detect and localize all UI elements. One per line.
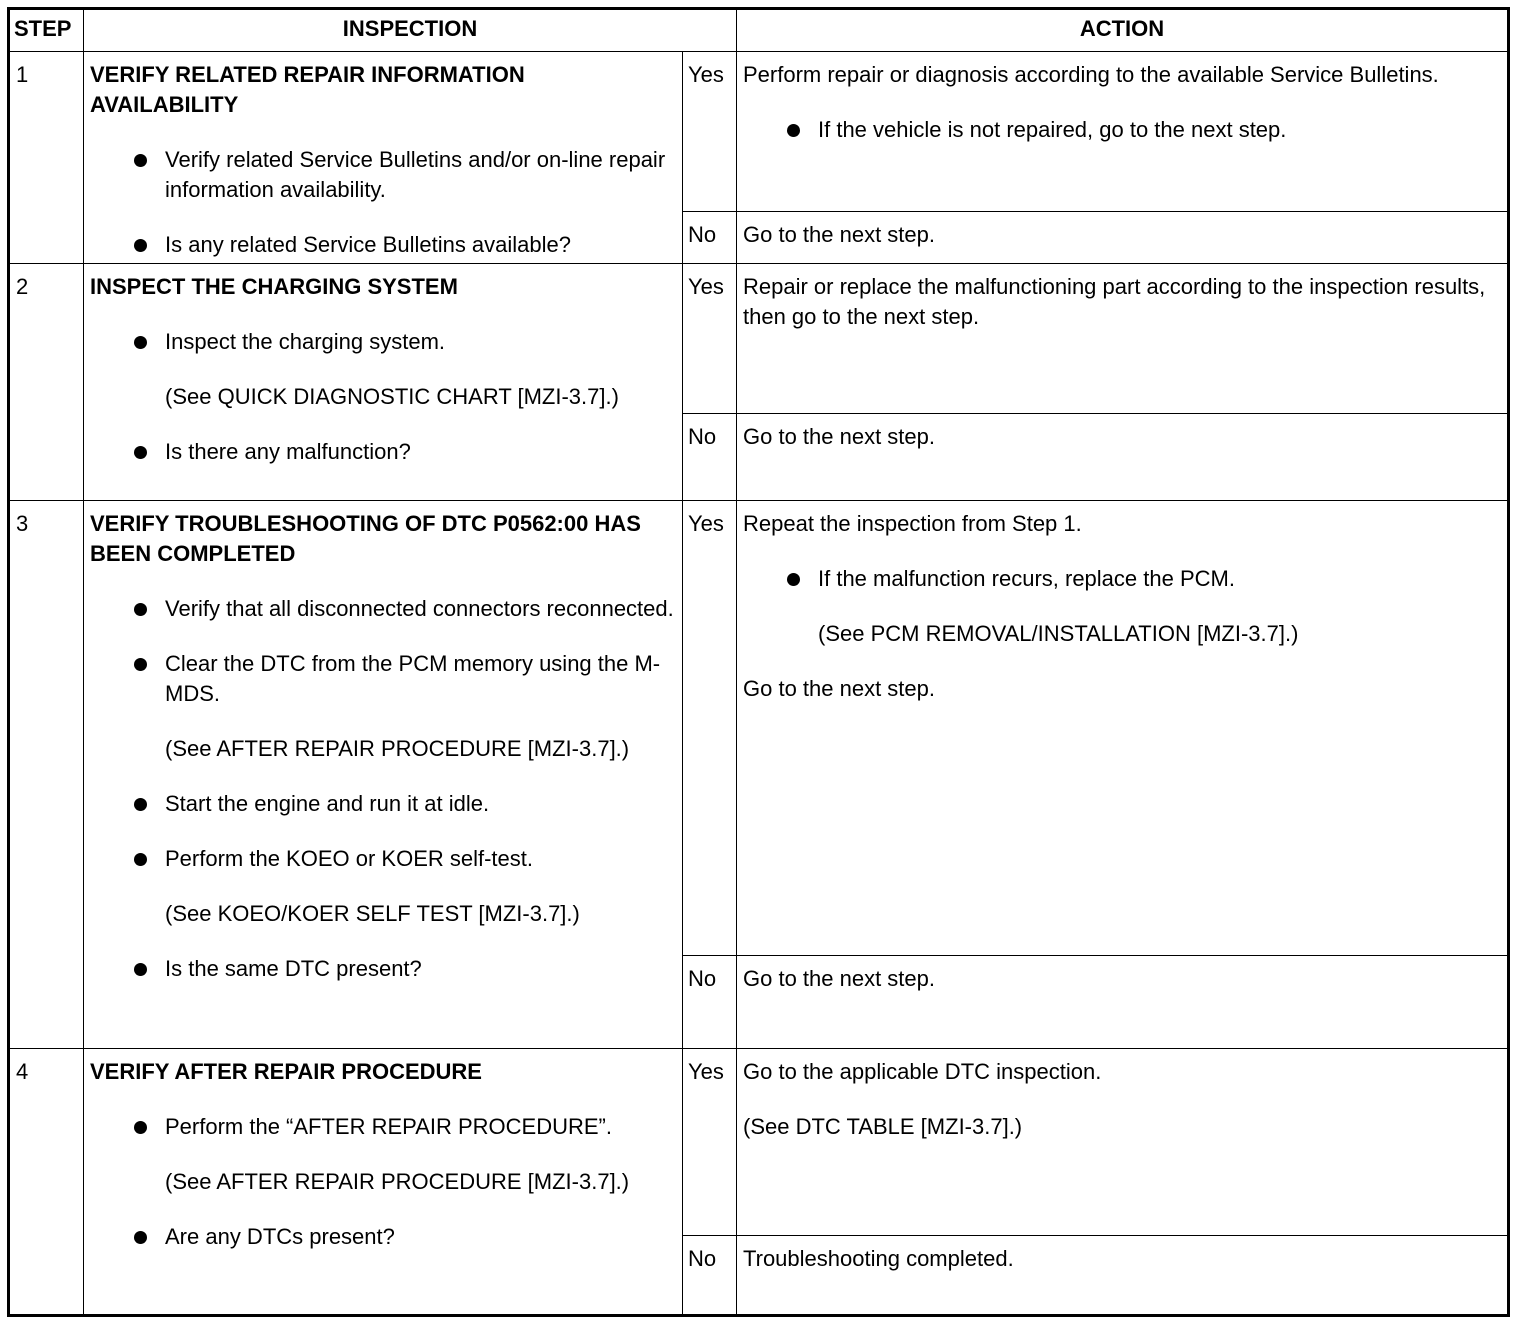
no-action <box>737 414 1509 501</box>
reference-note: (See QUICK DIAGNOSTIC CHART [MZI-3.7].) <box>165 384 619 409</box>
troubleshooting-table <box>7 7 1510 1317</box>
action-text: Go to the next step. <box>743 424 936 449</box>
action-text: Go to the next step. <box>743 222 936 247</box>
action-text: Repair or replace the malfunctioning part according to the inspection results, then go to the next step. <box>743 274 1486 329</box>
bullet-item: Verify that all disconnected connectors reconnected. <box>90 594 676 624</box>
bullet-item: If the malfunction recurs, replace the PCM. <box>743 564 1501 594</box>
yes-label: Yes <box>683 264 737 414</box>
inspection-title: VERIFY TROUBLESHOOTING OF DTC P0562:00 HAS BEEN COMPLETED <box>90 511 641 566</box>
yes-action <box>737 52 1509 212</box>
bullet-item: Verify related Service Bulletins and/or on-line repair information availability. <box>90 145 676 205</box>
bullet-item: Are any DTCs present? <box>90 1222 676 1252</box>
bullet-item: Perform the KOEO or KOER self-test. <box>90 844 676 874</box>
bullet-item: Clear the DTC from the PCM memory using the M-MDS. <box>90 649 676 709</box>
reference-note: (See AFTER REPAIR PROCEDURE [MZI-3.7].) <box>165 736 630 761</box>
inspection-title: VERIFY AFTER REPAIR PROCEDURE <box>90 1059 482 1084</box>
yes-label: Yes <box>683 52 737 212</box>
step-row-yes <box>9 1049 1509 1236</box>
yes-label: Yes <box>683 1049 737 1236</box>
step-number: 3 <box>9 501 84 1049</box>
no-label: No <box>683 212 737 264</box>
inspection-title: VERIFY RELATED REPAIR INFORMATION AVAILABILITY <box>90 62 525 117</box>
no-label: No <box>683 1236 737 1316</box>
reference-note: (See PCM REMOVAL/INSTALLATION [MZI-3.7].) <box>818 621 1299 646</box>
inspection-cell <box>84 52 683 264</box>
no-action <box>737 212 1509 264</box>
no-label: No <box>683 414 737 501</box>
inspection-cell <box>84 264 683 501</box>
step-row-yes <box>9 52 1509 212</box>
inspection-cell <box>84 501 683 1049</box>
header-inspection: INSPECTION <box>84 9 737 52</box>
no-label: No <box>683 956 737 1049</box>
header-row <box>9 9 1509 52</box>
action-text: Troubleshooting completed. <box>743 1246 1014 1271</box>
yes-action <box>737 1049 1509 1236</box>
step-number: 4 <box>9 1049 84 1316</box>
action-text: Go to the applicable DTC inspection. <box>743 1059 1102 1084</box>
header-step: STEP <box>9 9 84 52</box>
yes-action <box>737 501 1509 956</box>
inspection-title: INSPECT THE CHARGING SYSTEM <box>90 274 458 299</box>
yes-action <box>737 264 1509 414</box>
reference-note: (See AFTER REPAIR PROCEDURE [MZI-3.7].) <box>165 1169 630 1194</box>
bullet-item: If the vehicle is not repaired, go to the next step. <box>743 115 1501 145</box>
action-text: Go to the next step. <box>743 676 936 701</box>
bullet-item: Is any related Service Bulletins available? <box>90 230 676 260</box>
step-row-yes <box>9 501 1509 956</box>
action-text: Go to the next step. <box>743 966 936 991</box>
step-number: 1 <box>9 52 84 264</box>
step-row-yes <box>9 264 1509 414</box>
action-text: Repeat the inspection from Step 1. <box>743 511 1082 536</box>
header-action: ACTION <box>737 9 1509 52</box>
action-text: Perform repair or diagnosis according to the available Service Bulletins. <box>743 62 1439 87</box>
no-action <box>737 956 1509 1049</box>
bullet-item: Inspect the charging system. <box>90 327 676 357</box>
no-action <box>737 1236 1509 1316</box>
bullet-item: Is the same DTC present? <box>90 954 676 984</box>
yes-label: Yes <box>683 501 737 956</box>
inspection-cell <box>84 1049 683 1316</box>
bullet-item: Start the engine and run it at idle. <box>90 789 676 819</box>
bullet-item: Perform the “AFTER REPAIR PROCEDURE”. <box>90 1112 676 1142</box>
action-text: (See DTC TABLE [MZI-3.7].) <box>743 1114 1023 1139</box>
step-number: 2 <box>9 264 84 501</box>
reference-note: (See KOEO/KOER SELF TEST [MZI-3.7].) <box>165 901 580 926</box>
bullet-item: Is there any malfunction? <box>90 437 676 467</box>
